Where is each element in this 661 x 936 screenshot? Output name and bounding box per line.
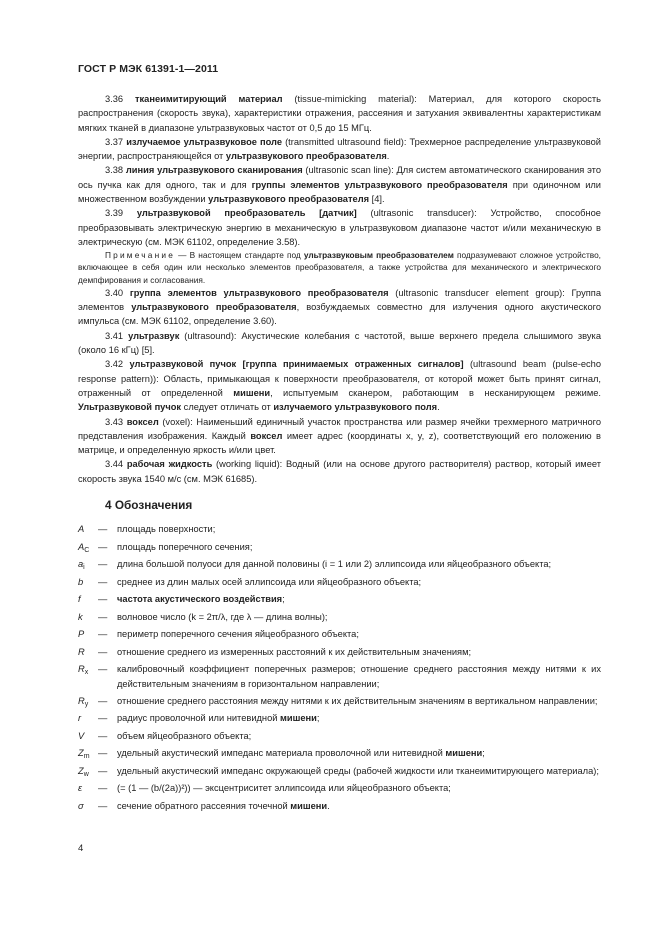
definition-text: . bbox=[386, 151, 390, 162]
symbol-row bbox=[78, 764, 601, 778]
symbol-letter: k bbox=[78, 611, 83, 622]
symbol-name bbox=[78, 557, 98, 571]
symbol-name bbox=[78, 711, 98, 725]
definition-number: 3.41 bbox=[105, 330, 124, 341]
symbol-subscript: w bbox=[83, 770, 89, 778]
note-bold: ультразвуковым преобразователем bbox=[303, 250, 454, 261]
symbol-emphasis: мишени bbox=[290, 800, 328, 811]
definition-3-39 bbox=[78, 206, 601, 249]
symbol-description bbox=[117, 799, 601, 813]
symbol-text: (= (1 — (b/(2a))²)) — эксцентриситет эллипсоида или яйцеобразного объекта; bbox=[117, 783, 451, 794]
note-label: Примечание bbox=[105, 250, 176, 261]
symbol-text: объем яйцеобразного объекта; bbox=[117, 730, 252, 741]
definition-emphasis: воксел bbox=[250, 430, 283, 441]
symbol-letter: Z bbox=[78, 748, 84, 759]
symbol-letter: r bbox=[78, 713, 82, 724]
symbol-row bbox=[78, 575, 601, 589]
symbol-description bbox=[117, 729, 601, 743]
definition-text: [4]. bbox=[369, 194, 385, 205]
symbol-name bbox=[78, 575, 98, 589]
symbol-name bbox=[78, 799, 98, 813]
definition-text: (ultrasonic transducer element group): Группа элементов bbox=[78, 287, 601, 313]
definition-3-37 bbox=[78, 135, 601, 164]
symbol-row bbox=[78, 540, 601, 554]
symbol-dash: — bbox=[98, 664, 108, 675]
symbol-text: площадь поперечного сечения; bbox=[117, 541, 253, 552]
symbol-description bbox=[117, 694, 601, 708]
symbol-subscript: y bbox=[84, 700, 89, 708]
symbol-description bbox=[117, 645, 601, 659]
symbol-dash: — bbox=[98, 576, 108, 587]
definition-3-44 bbox=[78, 457, 601, 486]
definition-3-40 bbox=[78, 286, 601, 329]
definition-number: 3.40 bbox=[105, 287, 124, 298]
symbol-name bbox=[78, 764, 98, 778]
symbol-letter: R bbox=[78, 695, 85, 706]
definition-number: 3.42 bbox=[105, 359, 124, 370]
symbol-description bbox=[117, 781, 601, 795]
definition-term: воксел bbox=[126, 416, 159, 427]
definition-3-36 bbox=[78, 92, 601, 135]
symbol-dash: — bbox=[98, 748, 108, 759]
symbol-dash: — bbox=[98, 611, 108, 622]
symbol-row bbox=[78, 729, 601, 743]
symbol-row bbox=[78, 522, 601, 536]
symbol-description bbox=[117, 592, 601, 606]
symbol-row bbox=[78, 799, 601, 813]
section-title: 4 Обозначения bbox=[105, 498, 193, 513]
definition-term: ультразвук bbox=[128, 330, 180, 341]
symbol-dash: — bbox=[98, 594, 108, 605]
note bbox=[78, 249, 601, 286]
symbol-name bbox=[78, 781, 98, 795]
symbol-dash: — bbox=[98, 559, 108, 570]
symbol-text: ; bbox=[482, 748, 485, 759]
definition-emphasis: Ультразвуковой пучок bbox=[78, 402, 182, 413]
symbol-dash: — bbox=[98, 800, 108, 811]
symbol-row bbox=[78, 711, 601, 725]
symbol-description bbox=[117, 627, 601, 641]
definition-3-43 bbox=[78, 415, 601, 458]
symbol-text: . bbox=[327, 800, 330, 811]
definition-emphasis: мишени bbox=[233, 387, 271, 398]
symbol-dash: — bbox=[98, 713, 108, 724]
symbol-row bbox=[78, 746, 601, 760]
definition-number: 3.36 bbox=[105, 94, 124, 104]
document-body bbox=[78, 92, 601, 816]
symbol-emphasis: частота акустического воздействия bbox=[117, 594, 283, 605]
definition-term: тканеимитирующий материал bbox=[134, 94, 283, 104]
symbol-text: радиус проволочной или нитевидной bbox=[117, 713, 281, 724]
definition-emphasis: группы элементов ультразвукового преобразователя bbox=[251, 179, 508, 190]
definition-emphasis: ультразвукового преобразователя bbox=[131, 302, 297, 313]
definition-text: (ultrasonic scan line): Для систем автоматического сканирования это ось пучка как для одного, так и для bbox=[78, 165, 601, 190]
symbol-name bbox=[78, 645, 98, 659]
note-pre: — В настоящем стандарте под bbox=[175, 250, 304, 261]
symbol-name bbox=[78, 746, 98, 760]
definition-number: 3.43 bbox=[105, 416, 124, 427]
definition-term: группа элементов ультразвукового преобразователя bbox=[129, 287, 389, 298]
definition-text: . bbox=[437, 402, 440, 413]
symbol-letter: A bbox=[78, 541, 85, 552]
symbol-row bbox=[78, 645, 601, 659]
definition-term: ультразвуковой преобразователь [датчик] bbox=[136, 208, 357, 219]
definition-term: излучаемое ультразвуковое поле bbox=[126, 136, 283, 147]
symbol-text: ; bbox=[316, 713, 320, 724]
symbol-text: длина большой полуоси для данной половины (i = 1 или 2) эллипсоида или яйцеобразного объекта; bbox=[117, 559, 552, 570]
symbol-letter: a bbox=[78, 559, 84, 570]
symbol-dash: — bbox=[98, 646, 108, 657]
symbol-dash: — bbox=[98, 541, 108, 552]
symbol-text: периметр поперечного сечения яйцеобразного объекта; bbox=[117, 629, 359, 640]
definition-emphasis: излучаемого ультразвукового поля bbox=[273, 402, 438, 413]
definitions-block-2 bbox=[78, 286, 601, 486]
definition-3-42 bbox=[78, 357, 601, 414]
symbol-subscript: x bbox=[84, 669, 89, 677]
symbol-text: ; bbox=[282, 594, 285, 605]
page-header: ГОСТ Р МЭК 61391-1—2011 bbox=[78, 63, 219, 75]
symbol-letter: P bbox=[78, 629, 85, 640]
symbol-name bbox=[78, 694, 98, 708]
symbol-letter: ε bbox=[78, 783, 83, 794]
definition-text: (ultrasound): Акустические колебания с частотой, выше верхнего предела слышимого звука (около 16 кГц) [5]. bbox=[78, 330, 601, 356]
symbol-letter: R bbox=[78, 646, 85, 657]
symbol-text: волновое число (k = 2π/λ, где λ — длина волны); bbox=[117, 611, 328, 622]
symbol-letter: V bbox=[78, 730, 85, 741]
definition-number: 3.39 bbox=[105, 208, 124, 219]
definition-text: (ultrasound beam (pulse-echo response pattern)): Область, примыкающая к поверхности преобразователя, от которой может быть принят сигнал, отраженный от определенной bbox=[78, 359, 601, 398]
symbol-name bbox=[78, 729, 98, 743]
symbol-description bbox=[117, 540, 601, 554]
symbol-subscript: m bbox=[83, 753, 90, 761]
symbol-row bbox=[78, 592, 601, 606]
definition-term: ультразвуковой пучок [группа принимаемых отраженных сигналов] bbox=[129, 359, 464, 370]
symbol-letter: R bbox=[78, 664, 85, 675]
symbol-text: удельный акустический импеданс материала проволочной или нитевидной bbox=[117, 748, 446, 759]
symbol-name bbox=[78, 627, 98, 641]
symbol-description bbox=[117, 522, 601, 536]
symbols-list bbox=[78, 522, 601, 813]
symbol-name bbox=[78, 592, 98, 606]
page-number: 4 bbox=[78, 843, 84, 854]
symbol-description bbox=[117, 746, 601, 760]
symbol-row bbox=[78, 662, 601, 691]
definition-text: (ultrasonic transducer): Устройство, способное преобразовывать электрическую энергию в механическую в ультразвуковом диапазоне частот и/или механическую в электрическую (см. МЭК 61102, определение 3.58). bbox=[78, 208, 601, 247]
symbol-emphasis: мишени bbox=[280, 713, 317, 724]
symbol-row bbox=[78, 694, 601, 708]
symbol-text: сечение обратного рассеяния точечной bbox=[117, 800, 291, 811]
definition-term: рабочая жидкость bbox=[126, 459, 213, 470]
symbol-text: калибровочный коэффициент поперечных размеров; отношение среднего расстояния между нитями к их действительным значениям в горизонтальном направлении; bbox=[117, 664, 601, 689]
symbol-row bbox=[78, 557, 601, 571]
symbol-description bbox=[117, 764, 601, 778]
symbol-row bbox=[78, 781, 601, 795]
symbol-dash: — bbox=[98, 730, 108, 741]
definition-number: 3.37 bbox=[105, 136, 124, 147]
note-post: подразумевают сложное устройство, включающее в себя один или несколько элементов преобразователя, а также устройства для механического и электрического демпфирования и согласования. bbox=[78, 250, 601, 285]
definition-number: 3.44 bbox=[105, 459, 124, 470]
definition-3-41 bbox=[78, 329, 601, 358]
symbol-name bbox=[78, 610, 98, 624]
symbol-dash: — bbox=[98, 629, 108, 640]
symbol-dash: — bbox=[98, 524, 108, 535]
symbol-text: среднее из длин малых осей эллипсоида или яйцеобразного объекта; bbox=[117, 576, 422, 587]
symbol-emphasis: мишени bbox=[445, 748, 483, 759]
symbol-name bbox=[78, 540, 98, 554]
definition-text: (transmitted ultrasound field): Трехмерное распределение ультразвуковой энергии, распространяющейся от bbox=[78, 136, 601, 162]
symbol-row bbox=[78, 610, 601, 624]
symbol-text: отношение среднего из измеренных расстояний к их действительным значениям; bbox=[117, 646, 472, 657]
definition-emphasis: ультразвукового преобразователя bbox=[225, 151, 387, 162]
symbol-row bbox=[78, 627, 601, 641]
symbol-text: площадь поверхности; bbox=[117, 524, 216, 535]
symbol-name bbox=[78, 662, 98, 676]
definition-3-38 bbox=[78, 163, 601, 206]
symbol-name bbox=[78, 522, 98, 536]
symbol-letter: A bbox=[78, 524, 85, 535]
symbol-letter: f bbox=[78, 594, 81, 605]
symbol-dash: — bbox=[98, 695, 108, 706]
symbol-text: отношение среднего расстояния между нитями к их действительным значениям в вертикальном направлении; bbox=[117, 695, 598, 706]
definition-text: (voxel): Наименьший единичный участок пространства или размер ячейки трехмерного матричного представления изображения. Каждый bbox=[78, 416, 601, 441]
definition-text: имеет адрес (координаты x, y, z), соответствующий его положению в матрице, и определенную яркость и/или цвет. bbox=[78, 430, 601, 456]
definition-emphasis: ультразвукового преобразователя bbox=[208, 194, 370, 205]
definition-term: линия ультразвукового сканирования bbox=[125, 165, 303, 176]
definition-text: (working liquid): Водный (или на основе другого растворителя) раствор, который имеет скорость звука 1540 м/с (см. МЭК 61685). bbox=[78, 459, 601, 484]
definition-text: (tissue-mimicking material): Материал, для которого скорость распространения (скорость звука), характеристики отражения, рассеяния и затухания эквивалентны характеристикам мягких тканей в диапазоне ультразвуковых частот от 0,5 до 15 МГц. bbox=[78, 94, 601, 133]
symbol-description bbox=[117, 575, 601, 589]
definitions-block-1 bbox=[78, 92, 601, 249]
symbol-description bbox=[117, 711, 601, 725]
symbol-description bbox=[117, 662, 601, 691]
definition-text: при одиночном или множественном возбуждении bbox=[78, 179, 602, 205]
symbol-subscript: i bbox=[83, 564, 85, 572]
symbol-description bbox=[117, 610, 601, 624]
symbol-letter: σ bbox=[78, 800, 84, 811]
definition-text: , испытуемым сканером, работающим в несканирующем режиме. bbox=[270, 387, 601, 398]
symbol-letter: b bbox=[78, 576, 84, 587]
symbol-dash: — bbox=[98, 765, 108, 776]
definition-text: следует отличать от bbox=[181, 402, 274, 413]
symbol-text: удельный акустический импеданс окружающей среды (рабочей жидкости или тканеимитирующего материала); bbox=[117, 765, 599, 776]
symbol-dash: — bbox=[98, 783, 108, 794]
symbol-description bbox=[117, 557, 601, 571]
symbol-subscript: C bbox=[84, 546, 90, 554]
symbol-letter: Z bbox=[78, 765, 84, 776]
definition-text: , возбуждаемых совместно для излучения одного акустического импульса (см. МЭК 61102, определение 3.60). bbox=[78, 302, 601, 327]
definition-number: 3.38 bbox=[105, 165, 124, 176]
